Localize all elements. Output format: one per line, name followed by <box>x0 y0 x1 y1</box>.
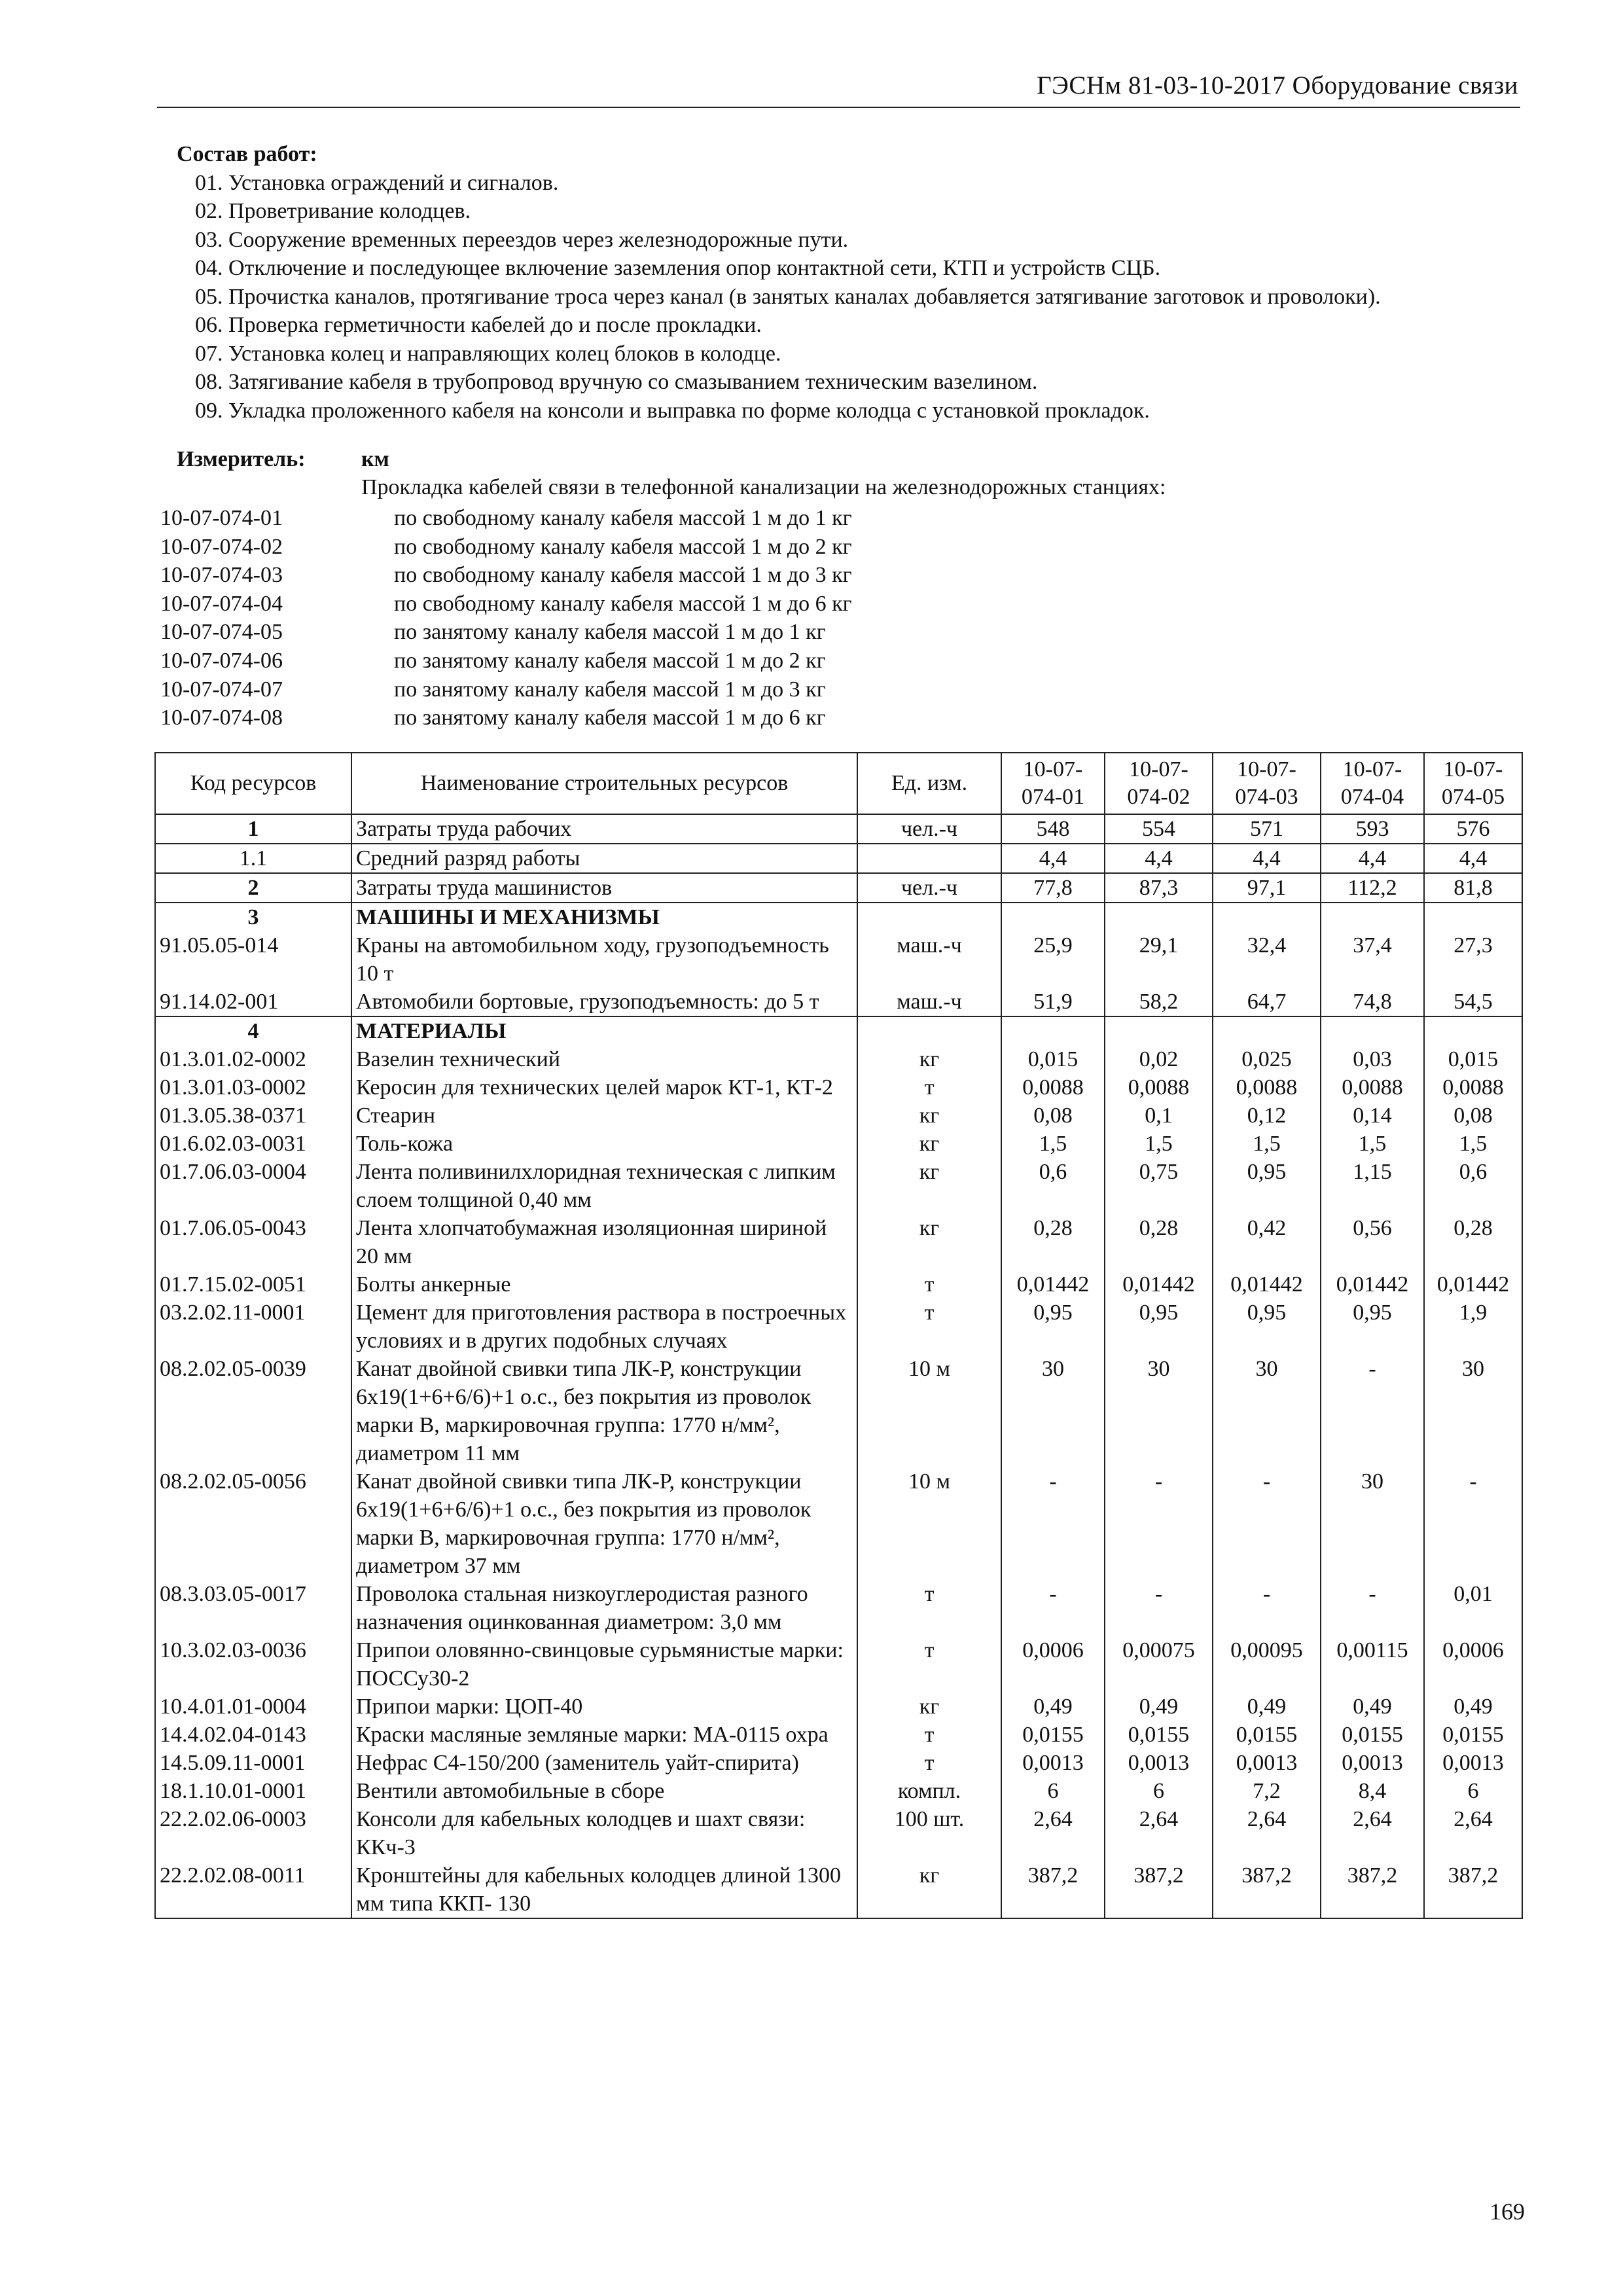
resource-value: 0,01442 <box>1321 1270 1424 1299</box>
resource-unit: кг <box>857 1693 1001 1721</box>
resource-value: 387,2 <box>1213 1861 1321 1918</box>
resource-value: 387,2 <box>1424 1861 1522 1918</box>
resource-value: 0,00075 <box>1105 1636 1213 1693</box>
resource-unit: кг <box>857 1045 1001 1073</box>
norm-desc: по занятому каналу кабеля массой 1 м до 3 кг <box>394 677 826 702</box>
resource-value: 112,2 <box>1321 873 1424 903</box>
resource-value: 0,0013 <box>1001 1749 1105 1777</box>
operation-item: 01. Установка ограждений и сигналов. <box>195 170 559 195</box>
resource-unit: 100 шт. <box>857 1805 1001 1861</box>
resource-value: 0,015 <box>1001 1045 1105 1073</box>
resource-value <box>1424 903 1522 931</box>
resource-value: 0,0088 <box>1424 1073 1522 1102</box>
resource-code: 10.4.01.01-0004 <box>155 1693 351 1721</box>
resource-unit: т <box>857 1299 1001 1355</box>
norm-desc: по свободному каналу кабеля массой 1 м до 2 кг <box>394 534 852 559</box>
resource-value: - <box>1321 1355 1424 1467</box>
resource-unit: компл. <box>857 1777 1001 1805</box>
resource-unit: т <box>857 1636 1001 1693</box>
resource-value: 0,56 <box>1321 1214 1424 1270</box>
resource-unit <box>857 1016 1001 1045</box>
resource-value: 0,0013 <box>1321 1749 1424 1777</box>
table-row <box>155 1045 1522 1073</box>
resource-value: 74,8 <box>1321 988 1424 1016</box>
resource-code: 08.2.02.05-0039 <box>155 1355 351 1467</box>
resource-unit: кг <box>857 1214 1001 1270</box>
resource-code: 01.7.06.03-0004 <box>155 1158 351 1214</box>
resource-value: 4,4 <box>1321 844 1424 873</box>
resource-value: 0,025 <box>1213 1045 1321 1073</box>
resource-value: 6 <box>1424 1777 1522 1805</box>
resource-value: 7,2 <box>1213 1777 1321 1805</box>
resource-value: 0,0155 <box>1321 1721 1424 1749</box>
resource-value: 0,01442 <box>1424 1270 1522 1299</box>
resource-value: 25,9 <box>1001 931 1105 988</box>
resource-value: 387,2 <box>1105 1861 1213 1918</box>
resource-value: 6 <box>1105 1777 1213 1805</box>
resource-value: 4,4 <box>1424 844 1522 873</box>
norm-desc: по занятому каналу кабеля массой 1 м до 6 кг <box>394 706 826 730</box>
header-code: Код ресурсов <box>155 753 351 814</box>
resource-value: 0,0155 <box>1424 1721 1522 1749</box>
resource-value: 1,15 <box>1321 1158 1424 1214</box>
resource-value: 0,0013 <box>1213 1749 1321 1777</box>
norm-desc: по свободному каналу кабеля массой 1 м до 6 кг <box>394 591 852 616</box>
resource-code: 18.1.10.01-0001 <box>155 1777 351 1805</box>
resource-value: 0,0013 <box>1105 1749 1213 1777</box>
norms-intro: Прокладка кабелей связи в телефонной канализации на железнодорожных станциях: <box>361 475 1166 499</box>
resource-value: 1,5 <box>1001 1130 1105 1158</box>
table-row <box>155 814 1522 844</box>
resource-value: 97,1 <box>1213 873 1321 903</box>
resource-name: Лента поливинилхлоридная техническая с липким слоем толщиной 0,40 мм <box>351 1158 857 1214</box>
header-norm-col: 10-07- 074-04 <box>1321 753 1424 814</box>
resource-name: Припои марки: ЦОП-40 <box>351 1693 857 1721</box>
resource-value: 0,14 <box>1321 1102 1424 1130</box>
resource-value: 1,5 <box>1105 1130 1213 1158</box>
table-row <box>155 931 1522 988</box>
resource-value <box>1001 903 1105 931</box>
operation-item: 05. Прочистка каналов, протягивание троса через канал (в занятых каналах добавляется затягивание заготовок и проволоки). <box>195 284 1381 309</box>
resource-value: 0,28 <box>1105 1214 1213 1270</box>
resource-unit: чел.-ч <box>857 814 1001 844</box>
resource-value: - <box>1105 1580 1213 1636</box>
resource-value: 0,01442 <box>1213 1270 1321 1299</box>
header-name: Наименование строительных ресурсов <box>351 753 857 814</box>
operation-item: 04. Отключение и последующее включение заземления опор контактной сети, КТП и устройств СЦБ. <box>195 256 1161 280</box>
resource-code: 14.4.02.04-0143 <box>155 1721 351 1749</box>
norm-desc: по свободному каналу кабеля массой 1 м до 1 кг <box>394 506 852 530</box>
resource-code: 01.7.06.05-0043 <box>155 1214 351 1270</box>
resource-value: 30 <box>1001 1355 1105 1467</box>
resource-name: Стеарин <box>351 1102 857 1130</box>
resource-unit: чел.-ч <box>857 873 1001 903</box>
measure-label: Измеритель: <box>177 447 306 471</box>
header-norm-col: 10-07- 074-03 <box>1213 753 1321 814</box>
table-row <box>155 1158 1522 1214</box>
resource-value: 0,0155 <box>1001 1721 1105 1749</box>
table-row <box>155 1580 1522 1636</box>
resource-unit <box>857 903 1001 931</box>
resource-value: 0,28 <box>1424 1214 1522 1270</box>
operation-item: 03. Сооружение временных переездов через железнодорожные пути. <box>195 227 849 252</box>
resource-value: 0,0155 <box>1105 1721 1213 1749</box>
resource-value: 0,02 <box>1105 1045 1213 1073</box>
resource-value: 4,4 <box>1105 844 1213 873</box>
resource-value: 0,95 <box>1105 1299 1213 1355</box>
resource-name: МАШИНЫ И МЕХАНИЗМЫ <box>351 903 857 931</box>
resource-value: 58,2 <box>1105 988 1213 1016</box>
resource-value: - <box>1213 1467 1321 1580</box>
table-row <box>155 1693 1522 1721</box>
resource-unit: маш.-ч <box>857 988 1001 1016</box>
resource-value: 0,49 <box>1321 1693 1424 1721</box>
resource-value <box>1321 903 1424 931</box>
resource-value: 387,2 <box>1321 1861 1424 1918</box>
resource-code: 22.2.02.08-0011 <box>155 1861 351 1918</box>
norm-code: 10-07-074-05 <box>160 620 283 645</box>
table-row <box>155 1721 1522 1749</box>
table-row <box>155 1467 1522 1580</box>
resource-code: 2 <box>155 873 351 903</box>
resource-name: Канат двойной свивки типа ЛК-Р, конструкции 6х19(1+6+6/6)+1 о.с., без покрытия из проволок марки В, маркировочная группа: 1770 н/мм², диаметром 11 мм <box>351 1355 857 1467</box>
resource-value: 0,01442 <box>1001 1270 1105 1299</box>
resource-value: 0,03 <box>1321 1045 1424 1073</box>
resource-name: Кронштейны для кабельных колодцев длиной 1300 мм типа ККП- 130 <box>351 1861 857 1918</box>
resource-name: Нефрас С4-150/200 (заменитель уайт-спирита) <box>351 1749 857 1777</box>
resource-value: 30 <box>1424 1355 1522 1467</box>
resources-table <box>154 752 1523 1919</box>
resource-code: 91.05.05-014 <box>155 931 351 988</box>
resource-value: 0,08 <box>1424 1102 1522 1130</box>
resource-code: 01.3.01.02-0002 <box>155 1045 351 1073</box>
resource-code: 4 <box>155 1016 351 1045</box>
resource-value: 0,00115 <box>1321 1636 1424 1693</box>
header-norm-col: 10-07- 074-01 <box>1001 753 1105 814</box>
resource-value: 593 <box>1321 814 1424 844</box>
resource-name: Цемент для приготовления раствора в построечных условиях и в других подобных случаях <box>351 1299 857 1355</box>
resource-value: 387,2 <box>1001 1861 1105 1918</box>
resource-value: 0,49 <box>1213 1693 1321 1721</box>
header-norm-col: 10-07- 074-05 <box>1424 753 1522 814</box>
resource-unit: кг <box>857 1861 1001 1918</box>
resource-value: 2,64 <box>1213 1805 1321 1861</box>
resource-value <box>1105 1016 1213 1045</box>
resource-value: 81,8 <box>1424 873 1522 903</box>
resource-value: 30 <box>1105 1355 1213 1467</box>
resource-value: 87,3 <box>1105 873 1213 903</box>
resource-value: 6 <box>1001 1777 1105 1805</box>
table-header-row <box>155 753 1522 814</box>
resource-value: 0,12 <box>1213 1102 1321 1130</box>
resource-code: 03.2.02.11-0001 <box>155 1299 351 1355</box>
resource-value: 2,64 <box>1001 1805 1105 1861</box>
resource-value: 32,4 <box>1213 931 1321 988</box>
resource-value: 27,3 <box>1424 931 1522 988</box>
norm-code: 10-07-074-02 <box>160 534 283 559</box>
norm-code: 10-07-074-01 <box>160 506 283 530</box>
resource-value <box>1424 1016 1522 1045</box>
work-composition <box>177 140 1381 425</box>
norm-desc: по занятому каналу кабеля массой 1 м до 2 кг <box>394 648 826 673</box>
resource-name: Вентили автомобильные в сборе <box>351 1777 857 1805</box>
table-row <box>155 1299 1522 1355</box>
resource-code: 01.3.05.38-0371 <box>155 1102 351 1130</box>
resource-code: 08.3.03.05-0017 <box>155 1580 351 1636</box>
norm-code: 10-07-074-03 <box>160 563 283 588</box>
resource-code: 01.7.15.02-0051 <box>155 1270 351 1299</box>
running-header: ГЭСНм 81-03-10-2017 Оборудование связи <box>1037 71 1518 99</box>
resource-value: 571 <box>1213 814 1321 844</box>
table-body <box>155 814 1522 1918</box>
norm-desc: по свободному каналу кабеля массой 1 м до 3 кг <box>394 563 852 588</box>
resource-value: 0,6 <box>1001 1158 1105 1214</box>
table-row <box>155 1777 1522 1805</box>
resource-unit: 10 м <box>857 1355 1001 1467</box>
resource-value: 0,75 <box>1105 1158 1213 1214</box>
resource-unit: кг <box>857 1130 1001 1158</box>
operation-item: 08. Затягивание кабеля в трубопровод вручную со смазыванием техническим вазелином. <box>195 370 1038 394</box>
resource-code: 14.5.09.11-0001 <box>155 1749 351 1777</box>
resource-value: 2,64 <box>1321 1805 1424 1861</box>
table-row <box>155 1749 1522 1777</box>
resource-value: - <box>1424 1467 1522 1580</box>
table-row <box>155 1805 1522 1861</box>
resource-unit: кг <box>857 1158 1001 1214</box>
resource-value: - <box>1213 1580 1321 1636</box>
resource-value: 77,8 <box>1001 873 1105 903</box>
resource-name: Толь-кожа <box>351 1130 857 1158</box>
norm-code: 10-07-074-07 <box>160 677 283 702</box>
resource-name: Краски масляные земляные марки: МА-0115 охра <box>351 1721 857 1749</box>
resource-value: - <box>1105 1467 1213 1580</box>
resource-value: 30 <box>1321 1467 1424 1580</box>
resource-name: Канат двойной свивки типа ЛК-Р, конструкции 6х19(1+6+6/6)+1 о.с., без покрытия из проволок марки В, маркировочная группа: 1770 н/мм², диаметром 37 мм <box>351 1467 857 1580</box>
resource-value: 1,9 <box>1424 1299 1522 1355</box>
resource-value: 0,0088 <box>1001 1073 1105 1102</box>
resource-name: Затраты труда рабочих <box>351 814 857 844</box>
table-row <box>155 1073 1522 1102</box>
resource-name: Автомобили бортовые, грузоподъемность: до 5 т <box>351 988 857 1016</box>
resource-value: 0,95 <box>1213 1299 1321 1355</box>
resource-name: Вазелин технический <box>351 1045 857 1073</box>
resource-name: Средний разряд работы <box>351 844 857 873</box>
resource-value: 2,64 <box>1105 1805 1213 1861</box>
table-row <box>155 1102 1522 1130</box>
resource-value <box>1105 903 1213 931</box>
resource-value: 576 <box>1424 814 1522 844</box>
operation-item: 02. Проветривание колодцев. <box>195 199 471 223</box>
resource-value: 64,7 <box>1213 988 1321 1016</box>
resource-value <box>1001 1016 1105 1045</box>
table-row <box>155 1270 1522 1299</box>
resource-code: 10.3.02.03-0036 <box>155 1636 351 1693</box>
measure-value: км <box>361 447 389 471</box>
resource-code: 22.2.02.06-0003 <box>155 1805 351 1861</box>
operation-item: 09. Укладка проложенного кабеля на консоли и выправка по форме колодца с установкой прокладок. <box>195 398 1150 423</box>
norm-code: 10-07-074-06 <box>160 648 283 673</box>
resource-value: 0,0155 <box>1213 1721 1321 1749</box>
resource-value: 0,1 <box>1105 1102 1213 1130</box>
header-rule <box>157 107 1520 108</box>
norm-code: 10-07-074-08 <box>160 706 283 730</box>
resource-value: - <box>1001 1580 1105 1636</box>
resource-value: 0,0013 <box>1424 1749 1522 1777</box>
table-row <box>155 903 1522 931</box>
operation-item: 06. Проверка герметичности кабелей до и после прокладки. <box>195 313 762 337</box>
resource-value: 0,42 <box>1213 1214 1321 1270</box>
resource-code: 3 <box>155 903 351 931</box>
resource-value: 0,49 <box>1105 1693 1213 1721</box>
resource-value: 0,00095 <box>1213 1636 1321 1693</box>
resource-code: 1 <box>155 814 351 844</box>
resource-value: 0,95 <box>1001 1299 1105 1355</box>
resource-value: 0,08 <box>1001 1102 1105 1130</box>
header-unit: Ед. изм. <box>857 753 1001 814</box>
norm-desc: по занятому каналу кабеля массой 1 м до 1 кг <box>394 620 826 645</box>
resource-value <box>1321 1016 1424 1045</box>
resource-name: Консоли для кабельных колодцев и шахт связи: ККч-3 <box>351 1805 857 1861</box>
resource-name: Припои оловянно-свинцовые сурьмянистые марки: ПОССу30-2 <box>351 1636 857 1693</box>
resource-unit: т <box>857 1580 1001 1636</box>
resource-value: 2,64 <box>1424 1805 1522 1861</box>
resource-value: 37,4 <box>1321 931 1424 988</box>
table-row <box>155 873 1522 903</box>
resource-value: 4,4 <box>1213 844 1321 873</box>
resource-value: 548 <box>1001 814 1105 844</box>
work-composition-title: Состав работ: <box>177 142 317 166</box>
resource-code: 01.3.01.03-0002 <box>155 1073 351 1102</box>
resource-unit: т <box>857 1270 1001 1299</box>
resource-value: 0,0088 <box>1105 1073 1213 1102</box>
resource-name: Затраты труда машинистов <box>351 873 857 903</box>
resource-value: 0,28 <box>1001 1214 1105 1270</box>
resource-unit: т <box>857 1073 1001 1102</box>
resource-value: - <box>1001 1467 1105 1580</box>
resource-unit: т <box>857 1749 1001 1777</box>
operation-item: 07. Установка колец и направляющих колец блоков в колодце. <box>195 341 781 366</box>
resource-value: 0,49 <box>1424 1693 1522 1721</box>
header-norm-col: 10-07- 074-02 <box>1105 753 1213 814</box>
resource-unit: кг <box>857 1102 1001 1130</box>
resource-value: 0,0088 <box>1213 1073 1321 1102</box>
table-row <box>155 1016 1522 1045</box>
resource-unit: т <box>857 1721 1001 1749</box>
resource-value <box>1213 903 1321 931</box>
resource-value: 54,5 <box>1424 988 1522 1016</box>
table-row <box>155 844 1522 873</box>
resource-code: 1.1 <box>155 844 351 873</box>
resource-value: 51,9 <box>1001 988 1105 1016</box>
resource-value: 4,4 <box>1001 844 1105 873</box>
resource-name: Лента хлопчатобумажная изоляционная шириной 20 мм <box>351 1214 857 1270</box>
resource-value: 29,1 <box>1105 931 1213 988</box>
resource-name: Керосин для технических целей марок КТ-1, КТ-2 <box>351 1073 857 1102</box>
resource-value: 1,5 <box>1424 1130 1522 1158</box>
page-number: 169 <box>1489 2198 1525 2225</box>
resource-value: 1,5 <box>1321 1130 1424 1158</box>
resource-value: 0,95 <box>1213 1158 1321 1214</box>
table-row <box>155 988 1522 1016</box>
resource-value: 0,0006 <box>1001 1636 1105 1693</box>
resource-name: МАТЕРИАЛЫ <box>351 1016 857 1045</box>
resource-value: 0,49 <box>1001 1693 1105 1721</box>
resource-value: 0,01 <box>1424 1580 1522 1636</box>
table-row <box>155 1130 1522 1158</box>
resource-value: 1,5 <box>1213 1130 1321 1158</box>
resource-value: 0,0088 <box>1321 1073 1424 1102</box>
resource-value: 0,95 <box>1321 1299 1424 1355</box>
resource-unit: 10 м <box>857 1467 1001 1580</box>
resource-value: - <box>1321 1580 1424 1636</box>
resource-name: Проволока стальная низкоуглеродистая разного назначения оцинкованная диаметром: 3,0 мм <box>351 1580 857 1636</box>
resource-value: 0,01442 <box>1105 1270 1213 1299</box>
resource-value <box>1213 1016 1321 1045</box>
table-row <box>155 1861 1522 1918</box>
norm-code: 10-07-074-04 <box>160 591 283 616</box>
resource-value: 0,015 <box>1424 1045 1522 1073</box>
resource-name: Краны на автомобильном ходу, грузоподъемность 10 т <box>351 931 857 988</box>
table-row <box>155 1214 1522 1270</box>
resource-unit <box>857 844 1001 873</box>
table-row <box>155 1355 1522 1467</box>
table-row <box>155 1636 1522 1693</box>
resource-value: 8,4 <box>1321 1777 1424 1805</box>
resource-name: Болты анкерные <box>351 1270 857 1299</box>
resource-value: 0,0006 <box>1424 1636 1522 1693</box>
resource-code: 01.6.02.03-0031 <box>155 1130 351 1158</box>
resource-code: 91.14.02-001 <box>155 988 351 1016</box>
resource-value: 554 <box>1105 814 1213 844</box>
resource-value: 0,6 <box>1424 1158 1522 1214</box>
resource-unit: маш.-ч <box>857 931 1001 988</box>
resource-code: 08.2.02.05-0056 <box>155 1467 351 1580</box>
resource-value: 30 <box>1213 1355 1321 1467</box>
